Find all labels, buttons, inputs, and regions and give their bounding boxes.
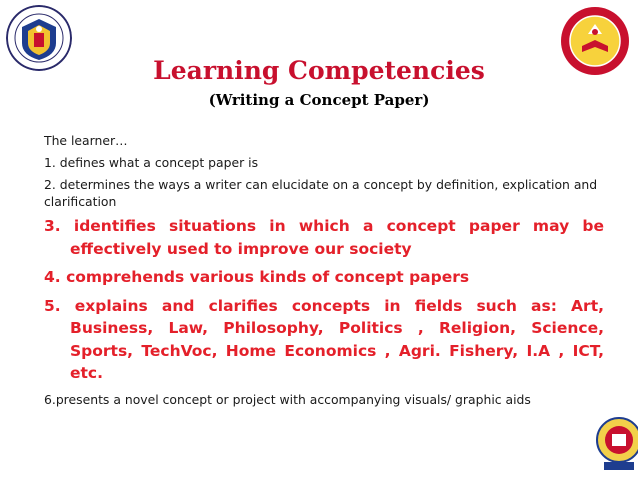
slide-title: Learning Competencies	[153, 56, 485, 85]
competency-list	[44, 132, 604, 413]
competency-item-6: 6.presents a novel concept or project with accompanying visuals/ graphic aids	[44, 391, 531, 407]
school-seal-logo	[596, 416, 638, 472]
learner-intro: The learner…	[44, 133, 128, 148]
competency-item-3: 3. identifies situations in which a concept paper may be effectively used to improve our society	[44, 217, 604, 258]
competency-item-2: 2. determines the ways a writer can elucidate on a concept by definition, explication and clarification	[44, 177, 598, 209]
competency-item-1: 1. defines what a concept paper is	[44, 155, 259, 170]
competency-item-5: 5. explains and clarifies concepts in fields such as: Art, Business, Law, Philosophy, Politics , Religion, Science, Sports, TechVoc, Home Economics , Agri. Fishery, I.A , ICT, etc.	[44, 296, 604, 382]
slide-subtitle: (Writing a Concept Paper)	[208, 91, 430, 109]
competency-item-4: 4. comprehends various kinds of concept papers	[44, 268, 470, 286]
